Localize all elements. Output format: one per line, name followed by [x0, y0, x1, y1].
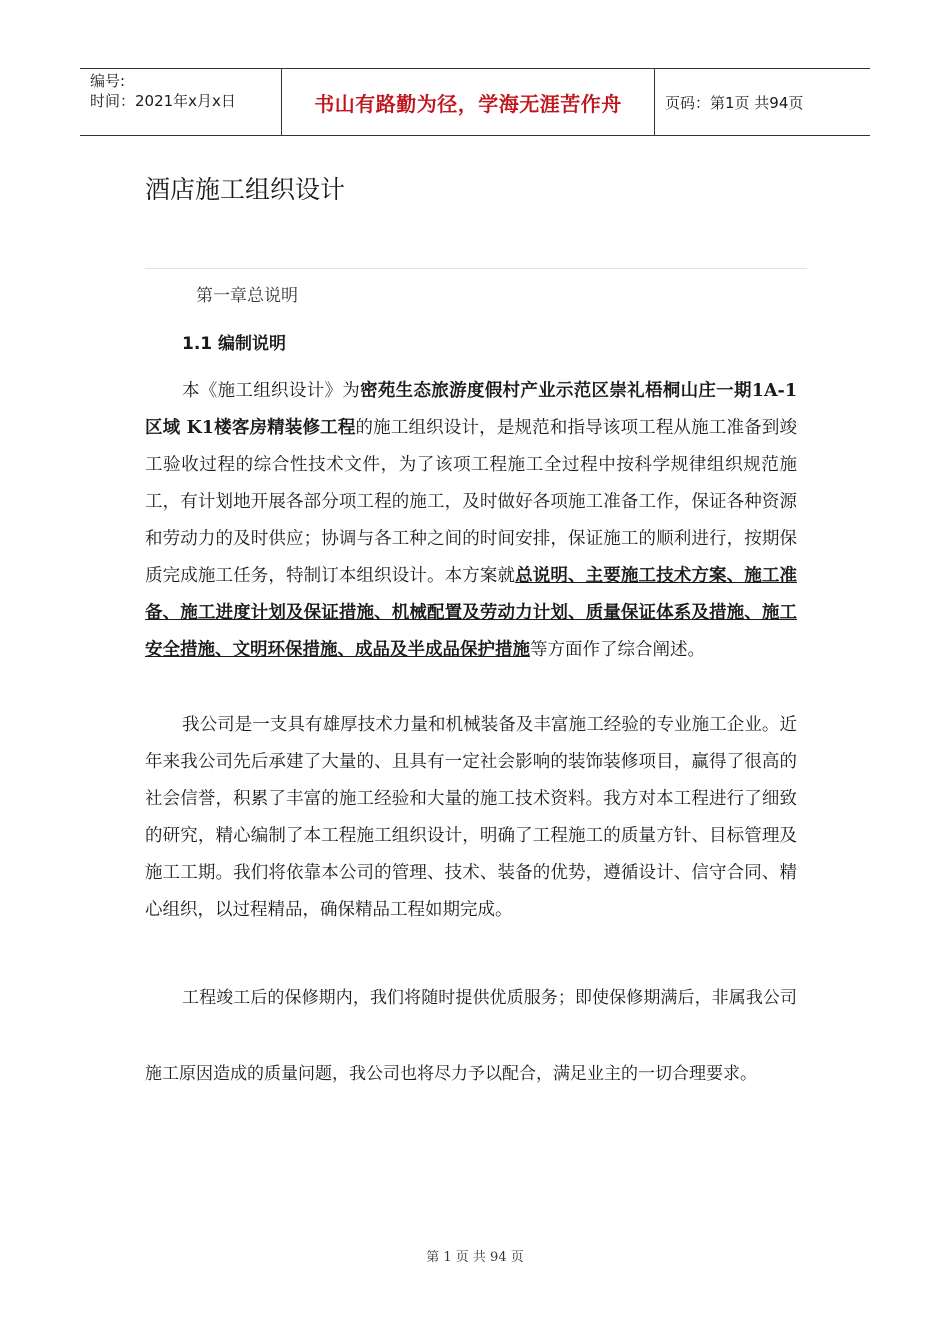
doc-number-label: 编号: — [90, 72, 126, 90]
scope-list: 总说明、主要施工技术方案、施工准备、施工进度计划及保证措施、机械配置及劳动力计划、质量保证体系及措施、施工安全措施、文明环保措施、成品及半成品保护措施 — [145, 566, 797, 660]
page-footer: 第 1 页 共 94 页 — [426, 1250, 524, 1265]
chapter-heading: 第一章总说明 — [196, 286, 298, 306]
document-title: 酒店施工组织设计 — [145, 175, 346, 204]
intro-text-1: 本《施工组织设计》为 — [182, 381, 361, 401]
paragraph-intro — [145, 373, 797, 669]
section-heading: 1.1 编制说明 — [182, 334, 287, 354]
paragraph-warranty: 工程竣工后的保修期内，我们将随时提供优质服务；即使保修期满后，非属我公司施工原因造成的质量问题，我公司也将尽力予以配合，满足业主的一切合理要求。 — [145, 988, 797, 1084]
header-meta — [80, 69, 282, 135]
project-name: 密苑生态旅游度假村产业示范区崇礼梧桐山庄一期1A-1区域 K1楼客房精装修工程 — [145, 381, 797, 438]
title-divider — [145, 268, 807, 269]
intro-text-2: 的施工组织设计，是规范和指导该项工程从施工准备到竣工验收过程的综合性技术文件，为了该项工程施工全过程中按科学规律组织规范施工，有计划地开展各部分项工程的施工，及时做好各项施工准备工作，保证各种资源和劳动力的及时供应；协调与各工种之间的时间安排，保证施工的顺利进行，按期保质完成施工任务，特制订本组织设计。本方案就 — [145, 418, 797, 586]
header-motto-cell — [282, 69, 655, 135]
intro-text-3: 等方面作了综合阐述。 — [530, 640, 705, 660]
header-motto: 书山有路勤为径，学海无涯苦作舟 — [314, 91, 622, 116]
page-header — [80, 68, 870, 136]
paragraph-company: 我公司是一支具有雄厚技术力量和机械装备及丰富施工经验的专业施工企业。近年来我公司先后承建了大量的、且具有一定社会影响的装饰装修项目，赢得了很高的社会信誉，积累了丰富的施工经验和大量的施工技术资料。我方对本工程进行了细致的研究，精心编制了本工程施工组织设计，明确了工程施工的质量方针、目标管理及施工工期。我们将依靠本公司的管理、技术、装备的优势，遵循设计、信守合同、精心组织，以过程精品，确保精品工程如期完成。 — [145, 715, 797, 920]
doc-date-label: 时间：2021年x月x日 — [90, 92, 236, 110]
header-page-code: 页码：第1页 共94页 — [665, 93, 804, 112]
